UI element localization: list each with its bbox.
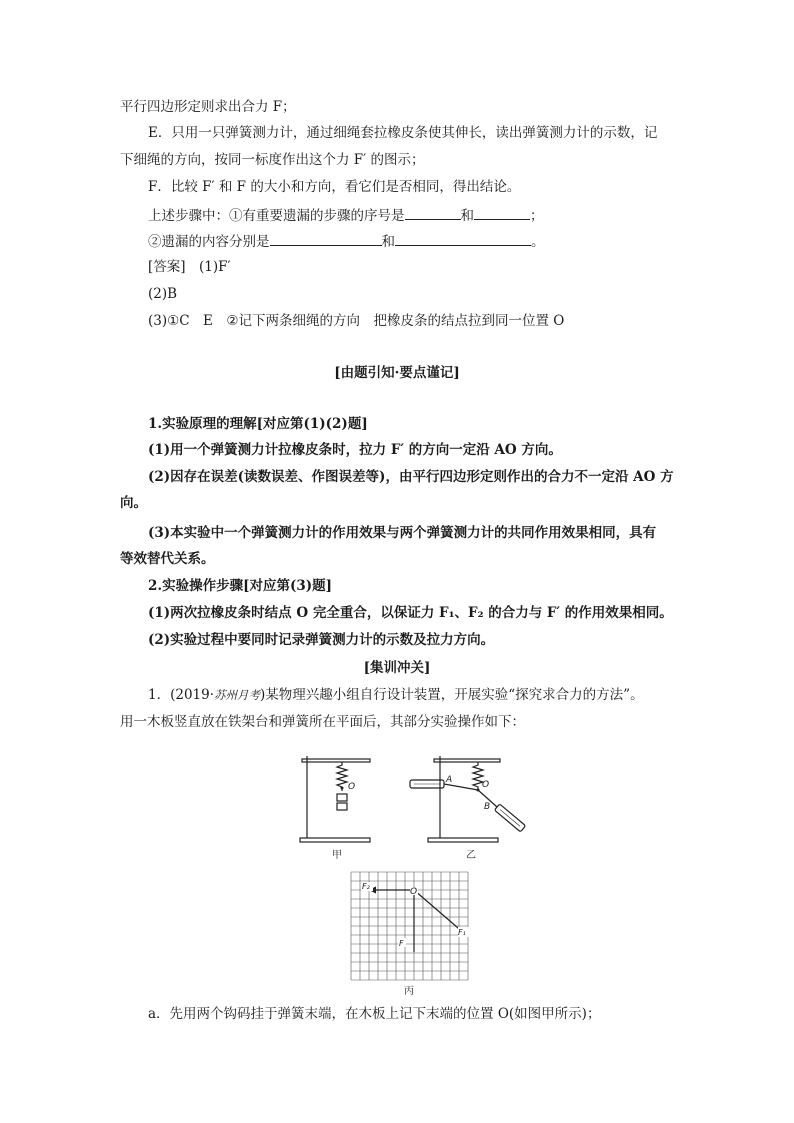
figure-bing-force-diagram — [348, 869, 478, 999]
label-o: O — [410, 887, 418, 897]
figure-caption-bing: 丙 — [404, 986, 414, 997]
question-1-text-cont: 用一木板竖直放在铁架台和弹簧所在平面后，其部分实验操作如下： — [120, 714, 525, 730]
text-line-3: 下细绳的方向，按同一标度作出这个力 F′ 的图示； — [120, 152, 425, 168]
point-o — [477, 789, 480, 792]
section-heading-practice: [集训冲关] — [363, 660, 431, 676]
label-a: A — [446, 775, 453, 785]
figure-caption-jia: 甲 — [332, 850, 342, 861]
point-o — [341, 787, 344, 790]
text-line-step-f: F．比较 F′ 和 F 的大小和方向，看它们是否相同，得出结论。 — [148, 179, 521, 195]
spring-scale-b — [494, 804, 525, 832]
figure-caption-yi: 乙 — [466, 850, 476, 861]
text-line-1: 平行四边形定则求出合力 F； — [120, 99, 296, 115]
point-text-5: (2)实验过程中要同时记录弹簧测力计的示数及拉力方向。 — [148, 632, 495, 648]
answer-blank — [395, 231, 531, 246]
point-text-3-cont: 等效替代关系。 — [120, 551, 215, 567]
stand-clamp-arm — [302, 759, 370, 762]
label-f: F — [399, 939, 404, 948]
section-heading-key-points: [由题引知·要点谨记] — [334, 365, 460, 381]
point-text-1: (1)用一个弹簧测力计拉橡皮条时，拉力 F′ 的方向一定沿 AO 方向。 — [148, 442, 562, 458]
question-text: 和 — [381, 234, 395, 250]
answer-blank — [270, 231, 382, 246]
answer-blank — [405, 205, 461, 220]
question-text: ； — [530, 208, 544, 224]
stand-base — [428, 838, 498, 842]
figure-jia-apparatus — [294, 752, 384, 862]
point-heading-1: 1.实验原理的理解[对应第(1)(2)题] — [148, 416, 368, 432]
answer-line-2: (2)B — [148, 286, 178, 302]
point-heading-2: 2.实验操作步骤[对应第(3)题] — [148, 578, 333, 594]
question-source: 苏州月考 — [214, 688, 261, 702]
question-text: 上述步骤中：①有重要遗漏的步骤的序号是 — [148, 208, 405, 224]
question-source-prefix: 1．(2019· — [148, 687, 215, 703]
label-f2: F₂ — [362, 882, 370, 891]
hook-weight-1 — [337, 794, 347, 801]
answer-line-3: (3)①C E ②记下两条细绳的方向 把橡皮条的结点拉到同一位置 O — [148, 313, 565, 329]
stand-base — [300, 838, 370, 842]
step-a-text: a．先用两个钩码挂于弹簧末端，在木板上记下末端的位置 O(如图甲所示)； — [148, 1006, 601, 1022]
question-text: 。 — [531, 234, 545, 250]
stand-clamp-arm — [434, 759, 500, 762]
label-o: O — [348, 782, 356, 792]
question-text: 和 — [460, 208, 474, 224]
point-text-4: (1)两次拉橡皮条时结点 O 完全重合，以保证力 F₁、F₂ 的合力与 F′ 的作用效果相同。 — [148, 605, 673, 621]
question-text: ②遗漏的内容分别是 — [148, 234, 270, 250]
label-f1: F₁ — [458, 928, 466, 937]
figure-yi-apparatus — [402, 752, 532, 862]
question-1-text — [148, 686, 644, 704]
question-blank-line-1 — [148, 205, 544, 225]
question-blank-line-2 — [148, 231, 545, 251]
answer-blank — [474, 205, 530, 220]
label-o: O — [482, 780, 490, 790]
point-text-2: (2)因存在误差(读数误差、作图误差等)，由平行四边形定则作出的合力不一定沿 AO 方 — [148, 469, 674, 485]
point-text-2-cont: 向。 — [120, 495, 147, 511]
point-text-3: (3)本实验中一个弹簧测力计的作用效果与两个弹簧测力计的共同作用效果相同，具有 — [148, 525, 657, 541]
answer-label: [答案] (1)F′ — [148, 259, 231, 275]
hook-weight-2 — [337, 803, 347, 810]
label-b: B — [484, 802, 491, 812]
question-1-body: )某物理兴趣小组自行设计装置，开展实验“探究求合力的方法”。 — [260, 687, 644, 703]
text-line-step-e: E．只用一只弹簧测力计，通过细绳套拉橡皮条使其伸长，读出弹簧测力计的示数，记 — [148, 125, 658, 141]
